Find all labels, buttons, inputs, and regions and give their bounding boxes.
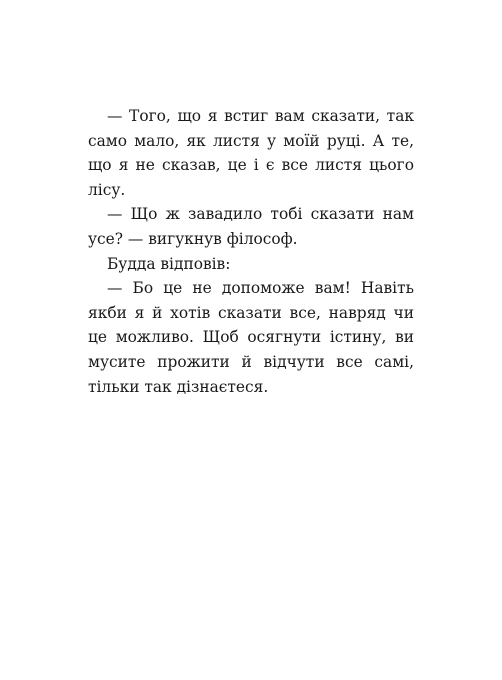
paragraph-4: — Бо це не допоможе вам! Навіть якби я й хотів сказати все, навряд чи це можливо. Щоб осягнути істину, ви мусите прожити й відчути все самі, тільки так дізнаєтеся. [88,279,414,396]
paragraph-1: — Того, що я встиг вам сказати, так само мало, як листя у моїй руці. А те, що я не сказав, це і є все листя цього лісу. [88,107,414,199]
paragraph-3: Будда відповів: [107,254,231,273]
body-text [88,104,414,399]
paragraph-2: — Що ж завадило тобі сказати нам усе? — вигукнув філософ. [88,205,414,248]
